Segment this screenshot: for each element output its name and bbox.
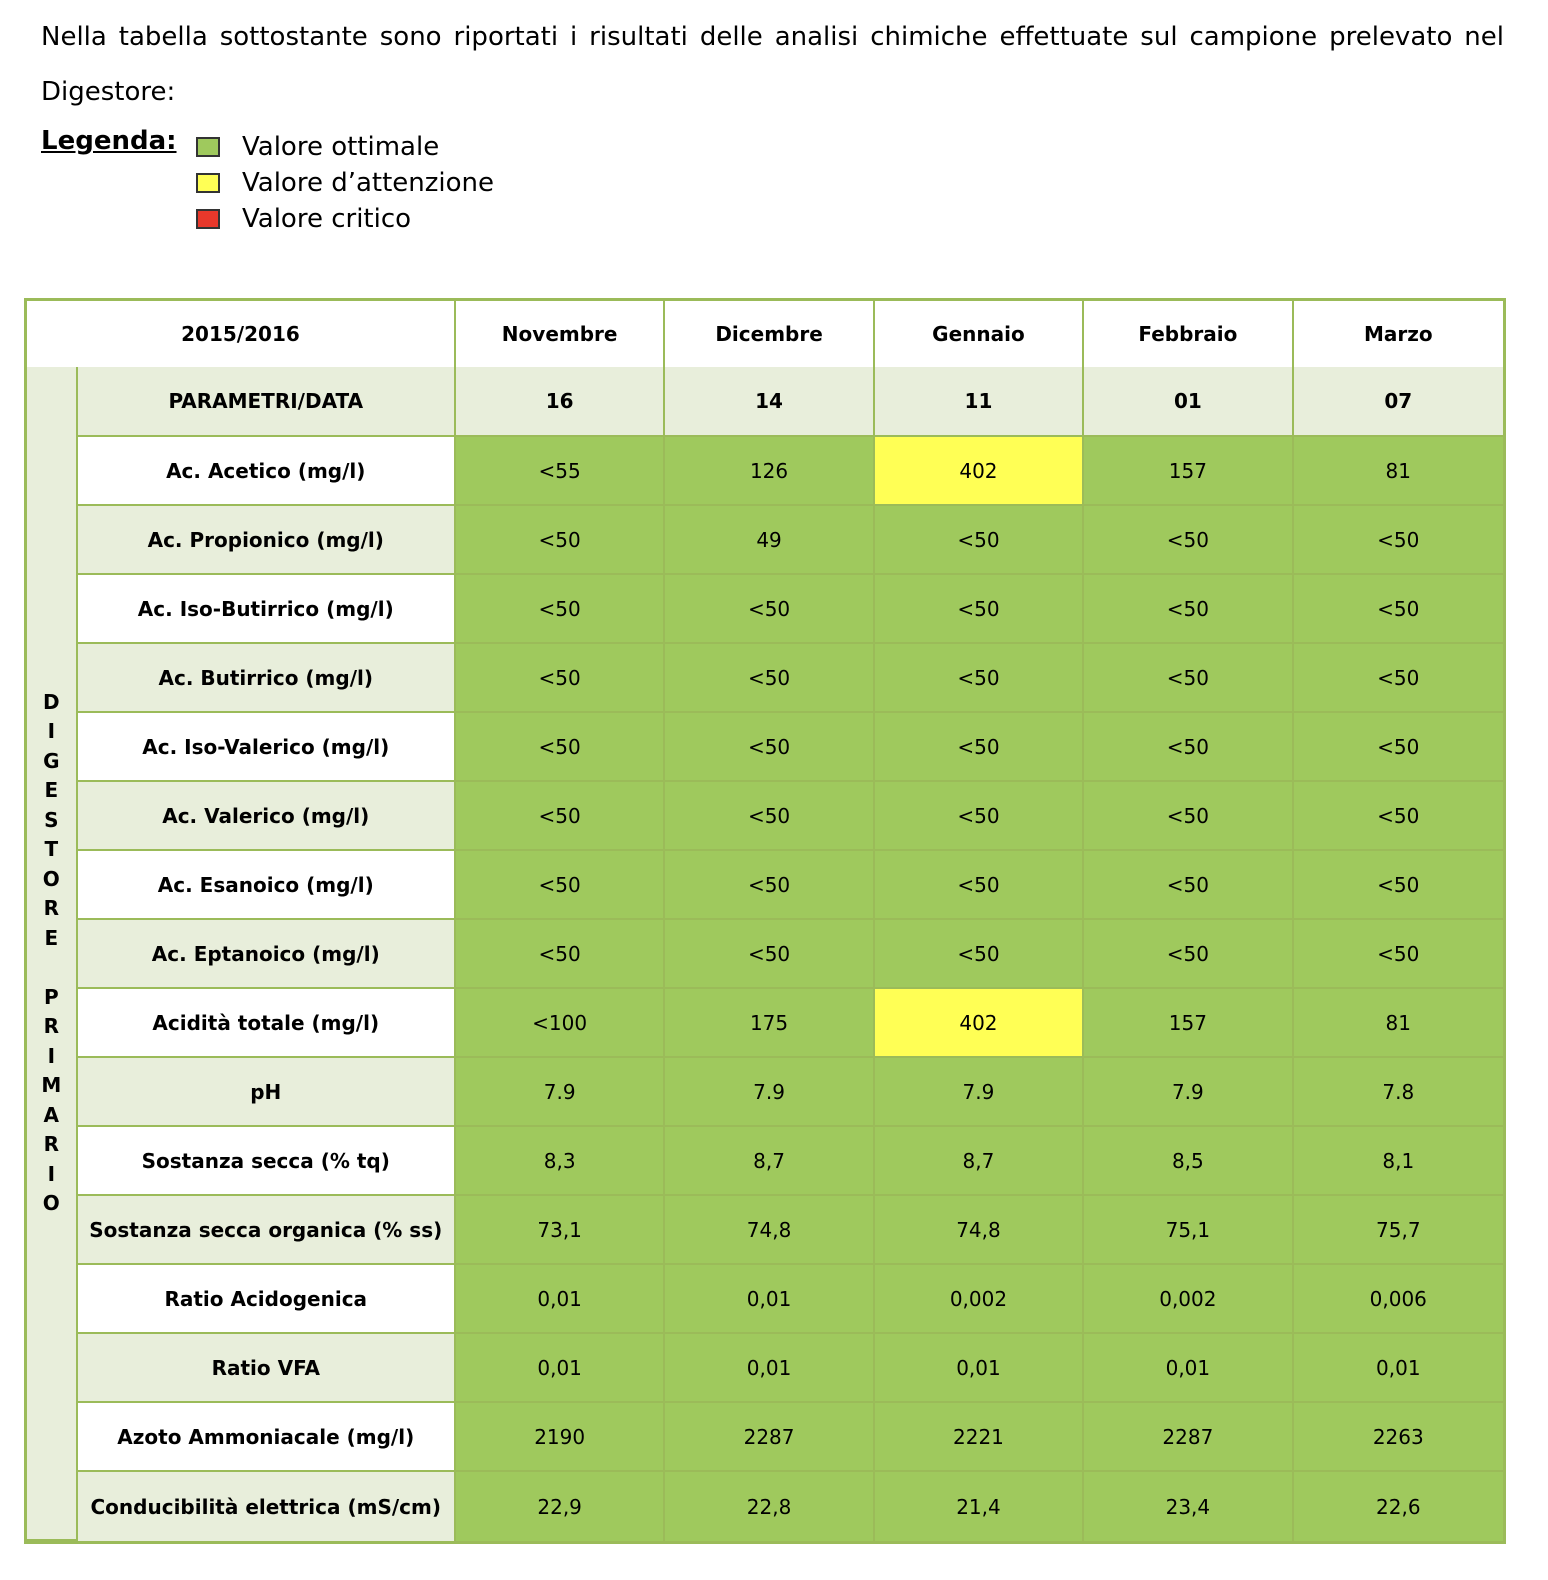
value-cell: <50	[1084, 782, 1293, 851]
side-label-letter: O	[42, 1191, 60, 1215]
table-row	[27, 1196, 1503, 1265]
parameter-name: Ac. Iso-Butirrico (mg/l)	[78, 575, 456, 644]
side-label-letter: R	[43, 896, 59, 920]
side-label-letter: R	[43, 1014, 59, 1038]
value-cell: 157	[1084, 437, 1293, 506]
value-cell: 75,7	[1294, 1196, 1503, 1265]
table-row	[27, 1472, 1503, 1541]
value-cell: <50	[875, 851, 1084, 920]
value-cell: <50	[665, 851, 874, 920]
side-label-letter: I	[47, 719, 56, 743]
value-cell: 23,4	[1084, 1472, 1293, 1541]
legend-title: Legenda:	[41, 126, 177, 156]
side-label-letter: I	[47, 1161, 56, 1186]
value-cell: <50	[1084, 506, 1293, 575]
side-label-letter: S	[44, 807, 59, 832]
side-label-letter: T	[44, 837, 59, 861]
table-row	[27, 920, 1503, 989]
table-row	[27, 644, 1503, 713]
value-cell: <50	[665, 713, 874, 782]
value-cell: <50	[1294, 782, 1503, 851]
value-cell: 49	[665, 506, 874, 575]
legend-swatch-critical	[196, 209, 220, 229]
table-row	[27, 506, 1503, 575]
table-row	[27, 1334, 1503, 1403]
legend	[196, 129, 494, 237]
value-cell: 0,01	[456, 1265, 665, 1334]
value-cell: <50	[665, 575, 874, 644]
side-label-letter: G	[43, 748, 60, 773]
parameter-name: Ac. Iso-Valerico (mg/l)	[78, 713, 456, 782]
value-cell: 175	[665, 989, 874, 1058]
side-label-letter: P	[43, 984, 59, 1009]
legend-swatch-attention	[196, 173, 220, 193]
value-cell: <50	[456, 851, 665, 920]
value-cell: 0,01	[665, 1334, 874, 1403]
value-cell: 0,01	[665, 1265, 874, 1334]
value-cell: <50	[1294, 506, 1503, 575]
month-header: Novembre	[456, 301, 665, 367]
value-cell: <50	[875, 575, 1084, 644]
value-cell: <50	[456, 506, 665, 575]
value-cell: <50	[665, 920, 874, 989]
value-cell: 7.9	[456, 1058, 665, 1127]
table-row	[27, 851, 1503, 920]
value-cell: 75,1	[1084, 1196, 1293, 1265]
parameter-name: Ac. Propionico (mg/l)	[78, 506, 456, 575]
value-cell: 7.8	[1294, 1058, 1503, 1127]
value-cell: 73,1	[456, 1196, 665, 1265]
parameter-name: Ratio Acidogenica	[78, 1265, 456, 1334]
value-cell: 0,006	[1294, 1265, 1503, 1334]
parameter-name: Conducibilità elettrica (mS/cm)	[78, 1472, 456, 1541]
value-cell: 22,8	[665, 1472, 874, 1541]
value-cell: <50	[875, 920, 1084, 989]
legend-label-critical: Valore critico	[242, 204, 412, 234]
value-cell: 0,002	[1084, 1265, 1293, 1334]
value-cell: <50	[456, 644, 665, 713]
side-label-letter: R	[43, 1132, 59, 1156]
value-cell: 8,1	[1294, 1127, 1503, 1196]
value-cell: 7.9	[1084, 1058, 1293, 1127]
legend-item-attention	[196, 165, 494, 201]
value-cell: 74,8	[875, 1196, 1084, 1265]
value-cell: <55	[456, 437, 665, 506]
legend-item-optimal	[196, 129, 494, 165]
value-cell: 2263	[1294, 1403, 1503, 1472]
param-date-header: PARAMETRI/DATA	[78, 367, 456, 437]
value-cell: <50	[1294, 575, 1503, 644]
value-cell: 157	[1084, 989, 1293, 1058]
value-cell: <50	[1294, 920, 1503, 989]
value-cell: 126	[665, 437, 874, 506]
value-cell: 21,4	[875, 1472, 1084, 1541]
value-cell: <50	[1084, 920, 1293, 989]
table-row	[27, 575, 1503, 644]
value-cell: <50	[1294, 713, 1503, 782]
value-cell: 8,7	[875, 1127, 1084, 1196]
table-row	[27, 989, 1503, 1058]
table-row	[27, 1058, 1503, 1127]
value-cell: <50	[665, 782, 874, 851]
value-cell: <50	[665, 644, 874, 713]
month-header: Febbraio	[1084, 301, 1293, 367]
header-row	[27, 301, 1503, 367]
parameter-name: Ratio VFA	[78, 1334, 456, 1403]
value-cell: 2287	[665, 1403, 874, 1472]
value-cell: <50	[456, 575, 665, 644]
parameter-name: pH	[78, 1058, 456, 1127]
value-cell: 22,9	[456, 1472, 665, 1541]
parameter-name: Ac. Eptanoico (mg/l)	[78, 920, 456, 989]
value-cell: 0,002	[875, 1265, 1084, 1334]
parameter-name: Azoto Ammoniacale (mg/l)	[78, 1403, 456, 1472]
value-cell: 22,6	[1294, 1472, 1503, 1541]
value-cell: 402	[875, 989, 1084, 1058]
value-cell: 0,01	[1294, 1334, 1503, 1403]
legend-swatch-optimal	[196, 137, 220, 157]
date-cell: 07	[1294, 367, 1503, 437]
value-cell: <50	[1084, 575, 1293, 644]
parameter-name: Ac. Esanoico (mg/l)	[78, 851, 456, 920]
value-cell: 81	[1294, 989, 1503, 1058]
side-label-letter: D	[42, 689, 60, 714]
value-cell: <50	[456, 782, 665, 851]
value-cell: 81	[1294, 437, 1503, 506]
date-cell: 14	[665, 367, 874, 437]
side-label-letter	[27, 953, 76, 983]
year-header: 2015/2016	[27, 301, 456, 367]
analysis-table	[24, 298, 1506, 1544]
value-cell: <50	[456, 713, 665, 782]
parameter-name: Ac. Valerico (mg/l)	[78, 782, 456, 851]
param-date-row	[27, 367, 1503, 437]
value-cell: <50	[1294, 851, 1503, 920]
month-header: Gennaio	[875, 301, 1084, 367]
value-cell: <50	[875, 644, 1084, 713]
parameter-name: Ac. Acetico (mg/l)	[78, 437, 456, 506]
value-cell: 402	[875, 437, 1084, 506]
legend-item-critical	[196, 201, 494, 237]
table-row	[27, 1403, 1503, 1472]
value-cell: 74,8	[665, 1196, 874, 1265]
value-cell: 8,5	[1084, 1127, 1293, 1196]
parameter-name: Acidità totale (mg/l)	[78, 989, 456, 1058]
value-cell: 0,01	[875, 1334, 1084, 1403]
side-label-letter: M	[41, 1073, 62, 1097]
table-row	[27, 782, 1503, 851]
value-cell: <50	[875, 506, 1084, 575]
value-cell: <50	[456, 920, 665, 989]
intro-paragraph: Nella tabella sottostante sono riportati i risultati delle analisi chimiche effettuate sul campione prelevato nel Digestore:	[41, 22, 1504, 107]
value-cell: 7.9	[875, 1058, 1084, 1127]
value-cell: 8,3	[456, 1127, 665, 1196]
value-cell: <50	[875, 713, 1084, 782]
side-label-letter: I	[47, 1043, 56, 1068]
value-cell: 0,01	[456, 1334, 665, 1403]
value-cell: 7.9	[665, 1058, 874, 1127]
parameter-name: Sostanza secca organica (% ss)	[78, 1196, 456, 1265]
table-row	[27, 1127, 1503, 1196]
date-cell: 01	[1084, 367, 1293, 437]
value-cell: 2287	[1084, 1403, 1293, 1472]
value-cell: <50	[875, 782, 1084, 851]
value-cell: 2190	[456, 1403, 665, 1472]
side-label-letter: E	[44, 925, 59, 950]
side-label-digestore-primario	[27, 367, 78, 1541]
table-row	[27, 1265, 1503, 1334]
value-cell: <100	[456, 989, 665, 1058]
table-row	[27, 713, 1503, 782]
value-cell: <50	[1084, 644, 1293, 713]
legend-label-optimal: Valore ottimale	[242, 132, 440, 162]
value-cell: <50	[1084, 851, 1293, 920]
date-cell: 16	[456, 367, 665, 437]
month-header: Marzo	[1294, 301, 1503, 367]
parameter-name: Ac. Butirrico (mg/l)	[78, 644, 456, 713]
value-cell: 2221	[875, 1403, 1084, 1472]
side-label-letter: A	[43, 1102, 60, 1127]
date-cell: 11	[875, 367, 1084, 437]
month-header: Dicembre	[665, 301, 874, 367]
table-row	[27, 437, 1503, 506]
side-label-letter: E	[44, 778, 59, 802]
legend-label-attention: Valore d’attenzione	[242, 168, 495, 198]
value-cell: <50	[1084, 713, 1293, 782]
value-cell: 8,7	[665, 1127, 874, 1196]
side-label-letter: O	[42, 866, 60, 891]
parameter-name: Sostanza secca (% tq)	[78, 1127, 456, 1196]
value-cell: <50	[1294, 644, 1503, 713]
value-cell: 0,01	[1084, 1334, 1293, 1403]
